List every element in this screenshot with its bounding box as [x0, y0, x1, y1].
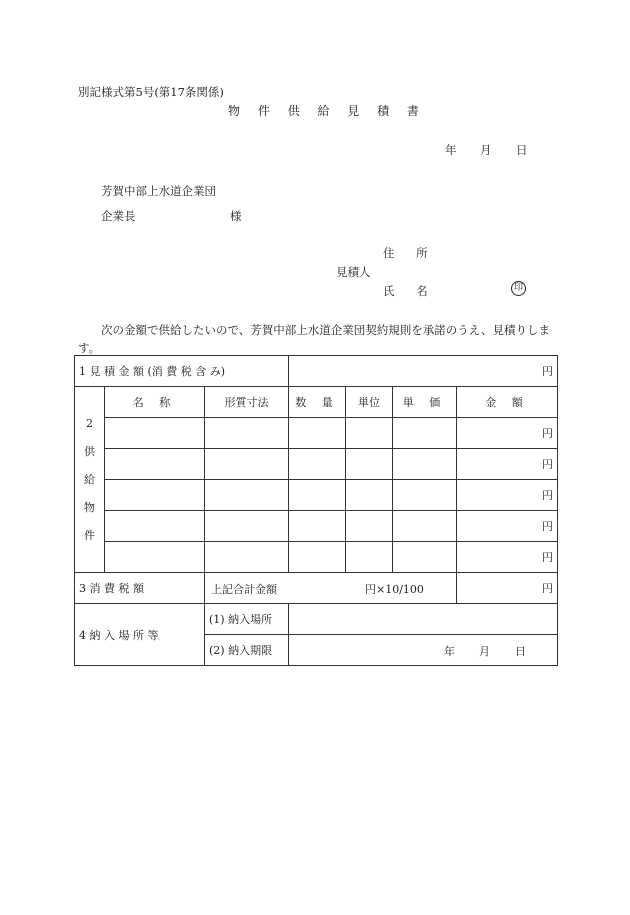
tax-calculation	[205, 573, 457, 604]
item-spec-cell[interactable]	[205, 418, 289, 449]
item-spec-cell[interactable]	[205, 480, 289, 511]
items-header-row	[75, 387, 558, 418]
item-unit-price-cell[interactable]	[393, 449, 457, 480]
seal-mark: 印	[511, 281, 526, 296]
date-year-label: 年	[445, 143, 457, 157]
tax-amount-field[interactable]: 円	[457, 573, 558, 604]
estimate-amount-row	[75, 356, 558, 387]
deadline-month-label: 月	[479, 645, 490, 658]
col-amount: 金 額	[457, 387, 558, 418]
item-unit-cell[interactable]	[346, 511, 393, 542]
item-unit-price-cell[interactable]	[393, 418, 457, 449]
item-unit-cell[interactable]	[346, 418, 393, 449]
table-row	[75, 418, 558, 449]
date-month-label: 月	[480, 143, 492, 157]
item-amount-cell[interactable]: 円	[457, 449, 558, 480]
col-unit-price: 単 価	[393, 387, 457, 418]
item-unit-price-cell[interactable]	[393, 542, 457, 573]
tax-basis: 上記合計金額	[211, 583, 277, 596]
table-row	[75, 511, 558, 542]
tax-label: 3 消 費 税 額	[75, 573, 205, 604]
item-quantity-cell[interactable]	[289, 449, 346, 480]
item-amount-cell[interactable]: 円	[457, 418, 558, 449]
col-quantity: 数 量	[289, 387, 346, 418]
item-name-cell[interactable]	[105, 449, 205, 480]
item-unit-cell[interactable]	[346, 449, 393, 480]
col-name: 名 称	[105, 387, 205, 418]
estimate-amount-field[interactable]: 円	[289, 356, 558, 387]
table-row	[75, 480, 558, 511]
item-quantity-cell[interactable]	[289, 511, 346, 542]
table-row	[75, 449, 558, 480]
table-row	[75, 542, 558, 573]
item-name-cell[interactable]	[105, 511, 205, 542]
col-unit: 単位	[346, 387, 393, 418]
item-quantity-cell[interactable]	[289, 418, 346, 449]
addressee-organization: 芳賀中部上水道企業団	[101, 184, 216, 198]
deadline-year-label: 年	[444, 645, 455, 658]
delivery-place-field[interactable]	[289, 604, 558, 635]
item-amount-cell[interactable]: 円	[457, 480, 558, 511]
form-number: 別記様式第5号(第17条関係)	[78, 85, 224, 99]
date-day-label: 日	[516, 143, 528, 157]
delivery-deadline-field[interactable]	[289, 635, 558, 666]
tax-row	[75, 573, 558, 604]
item-spec-cell[interactable]	[205, 449, 289, 480]
item-quantity-cell[interactable]	[289, 480, 346, 511]
delivery-label: 4 納 入 場 所 等	[75, 604, 205, 666]
item-spec-cell[interactable]	[205, 542, 289, 573]
col-spec: 形質寸法	[205, 387, 289, 418]
page-title: 物 件 供 給 見 積 書	[228, 104, 426, 118]
address-label: 住 所	[383, 246, 437, 260]
item-unit-cell[interactable]	[346, 542, 393, 573]
item-unit-cell[interactable]	[346, 480, 393, 511]
item-name-cell[interactable]	[105, 418, 205, 449]
section2-label: 2 供 給 物 件	[75, 387, 105, 573]
intro-text: 次の金額で供給したいので、芳賀中部上水道企業団契約規則を承諾のうえ、見積りします。	[78, 323, 550, 355]
addressee-position: 企業長	[101, 209, 136, 223]
item-unit-price-cell[interactable]	[393, 480, 457, 511]
estimate-table	[74, 355, 558, 666]
item-amount-cell[interactable]: 円	[457, 542, 558, 573]
estimate-amount-label: 1 見 積 金 額 (消 費 税 含 み)	[75, 356, 289, 387]
item-name-cell[interactable]	[105, 542, 205, 573]
estimator-label: 見積人	[336, 265, 371, 279]
delivery-deadline-label: (2) 納入期限	[205, 635, 289, 666]
tax-rate: 円×10/100	[365, 583, 424, 596]
name-label: 氏 名	[383, 284, 437, 298]
addressee-honorific: 様	[230, 209, 242, 223]
item-name-cell[interactable]	[105, 480, 205, 511]
item-amount-cell[interactable]: 円	[457, 511, 558, 542]
delivery-place-row	[75, 604, 558, 635]
item-unit-price-cell[interactable]	[393, 511, 457, 542]
item-spec-cell[interactable]	[205, 511, 289, 542]
delivery-place-label: (1) 納入場所	[205, 604, 289, 635]
item-quantity-cell[interactable]	[289, 542, 346, 573]
deadline-day-label: 日	[515, 645, 526, 658]
